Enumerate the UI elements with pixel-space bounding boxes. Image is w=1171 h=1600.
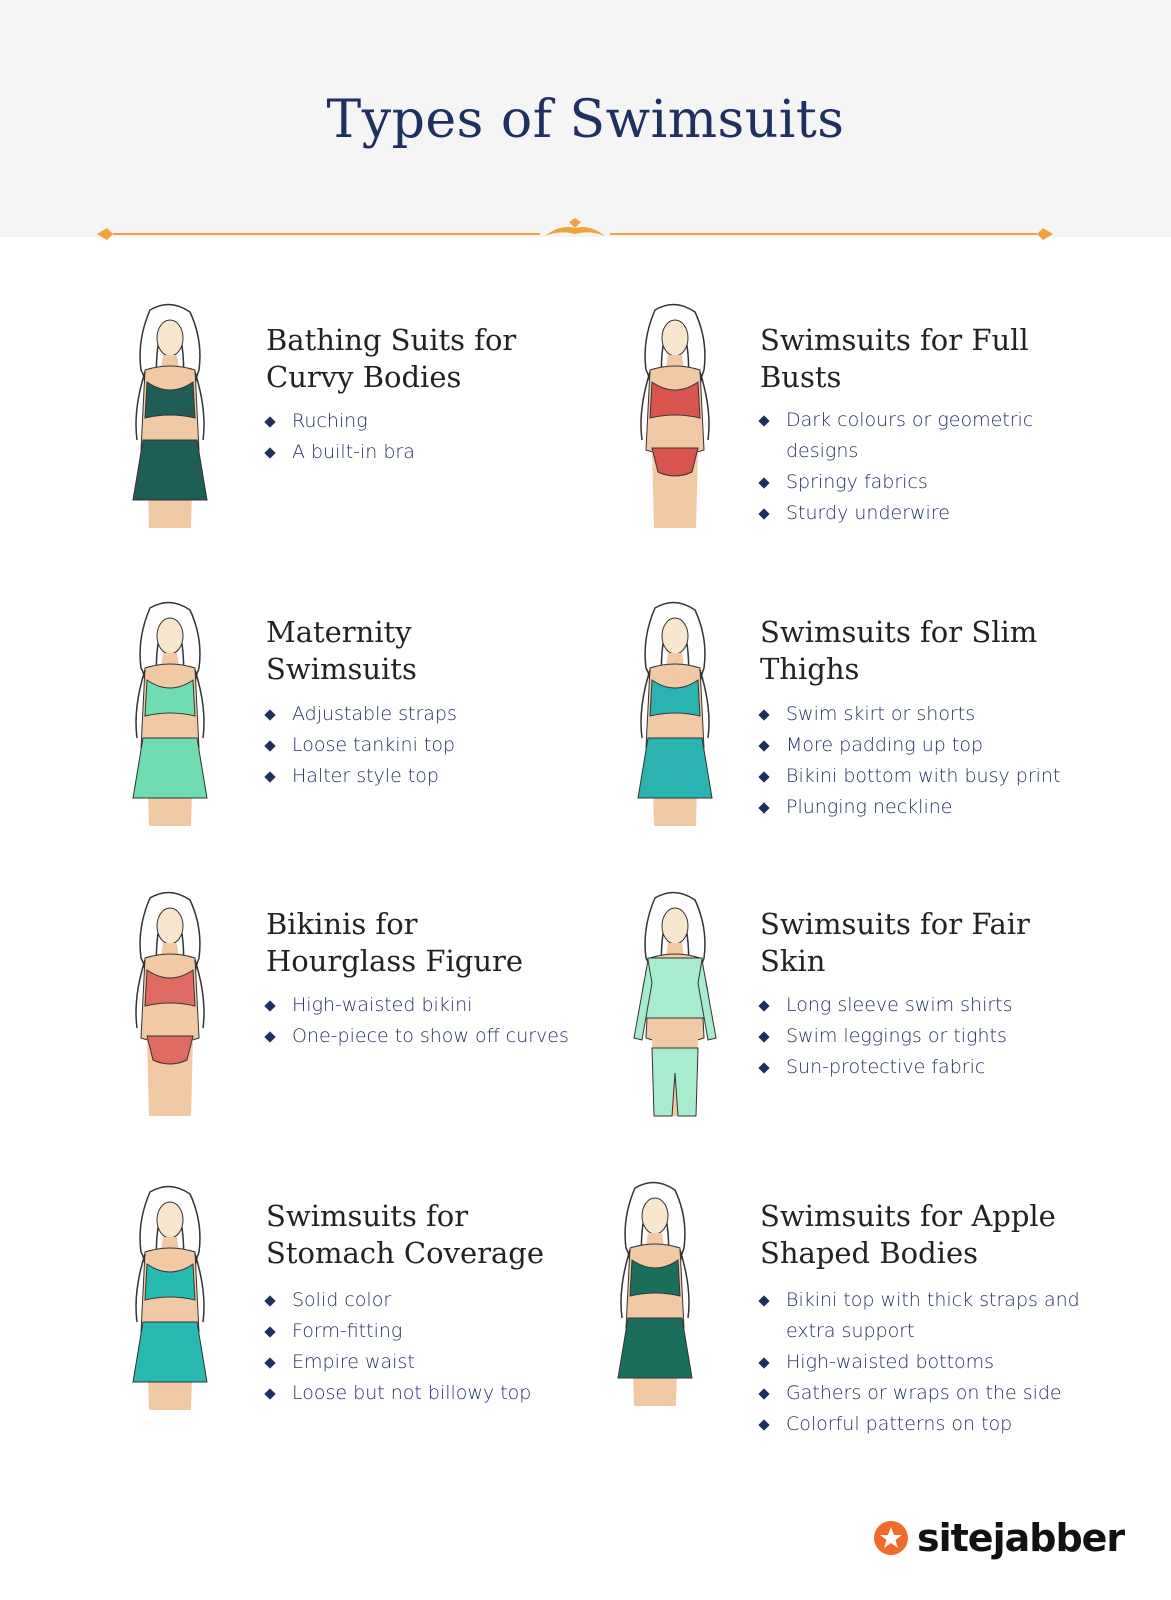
diamond-bullet-icon (264, 1388, 275, 1399)
logo-text: sitejabber (917, 1516, 1125, 1560)
woman-in-teal-bikini-with-skirt-icon (600, 598, 750, 833)
card-heading: Swimsuits for Stomach Coverage (266, 1199, 544, 1270)
diamond-bullet-icon (264, 1295, 275, 1306)
feature-text: Sun-protective fabric (786, 1056, 986, 1078)
diamond-bullet-icon (264, 709, 275, 720)
diamond-bullet-icon (758, 477, 769, 488)
diamond-bullet-icon (758, 771, 769, 782)
feature-text: Adjustable straps (292, 703, 457, 725)
card-heading: Bathing Suits for Curvy Bodies (266, 323, 517, 394)
diamond-bullet-icon (264, 447, 275, 458)
feature-item (266, 1347, 586, 1378)
feature-item (760, 467, 1080, 498)
feature-text: Empire waist (292, 1351, 415, 1373)
feature-item (266, 437, 586, 468)
card-heading: Swimsuits for Apple Shaped Bodies (760, 1199, 1056, 1270)
feature-text: High-waisted bikini (292, 994, 473, 1016)
feature-text: Swim leggings or tights (786, 1025, 1007, 1047)
feature-text: Solid color (292, 1289, 392, 1311)
feature-text: One-piece to show off curves (292, 1025, 569, 1047)
feature-text: Bikini bottom with busy print (786, 765, 1061, 787)
card-heading: Swimsuits for Slim Thighs (760, 615, 1038, 686)
feature-text: High-waisted bottoms (786, 1351, 995, 1373)
feature-item (266, 990, 586, 1021)
feature-text: Long sleeve swim shirts (786, 994, 1013, 1016)
diamond-bullet-icon (264, 1031, 275, 1042)
feature-item (266, 406, 586, 437)
ornamental-divider (95, 218, 1055, 248)
card-heading: Maternity Swimsuits (266, 615, 417, 686)
feature-text: Loose but not billowy top (292, 1382, 532, 1404)
feature-item (760, 1378, 1080, 1409)
diamond-bullet-icon (758, 1000, 769, 1011)
sitejabber-logo (873, 1516, 1124, 1560)
diamond-bullet-icon (758, 1031, 769, 1042)
card-heading: Bikinis for Hourglass Figure (266, 907, 524, 978)
feature-item (760, 1285, 1080, 1347)
feature-text: Ruching (292, 410, 368, 432)
feature-text: Halter style top (292, 765, 439, 787)
feature-list (760, 990, 1080, 1083)
feature-item (760, 792, 1080, 823)
pregnant-woman-in-mint-tankini-icon (95, 598, 245, 833)
diamond-bullet-icon (758, 802, 769, 813)
diamond-bullet-icon (758, 415, 769, 426)
diamond-bullet-icon (264, 1357, 275, 1368)
feature-text: A built-in bra (292, 441, 415, 463)
diamond-bullet-icon (758, 1419, 769, 1430)
feature-item (266, 1021, 586, 1052)
feature-text: Bikini top with thick straps and extra support (786, 1289, 1080, 1342)
feature-item (760, 1052, 1080, 1083)
feature-item (266, 699, 586, 730)
feature-item (266, 1316, 586, 1347)
woman-in-coral-off-shoulder-bikini-icon (95, 888, 245, 1123)
feature-item (760, 761, 1080, 792)
feature-text: Loose tankini top (292, 734, 456, 756)
feature-item (266, 1378, 586, 1409)
diamond-bullet-icon (758, 1388, 769, 1399)
feature-list (760, 1285, 1080, 1440)
diamond-bullet-icon (758, 709, 769, 720)
feature-text: Springy fabrics (786, 471, 928, 493)
diamond-bullet-icon (264, 1326, 275, 1337)
feature-item (760, 1347, 1080, 1378)
feature-list (266, 1285, 586, 1409)
feature-text: Gathers or wraps on the side (786, 1382, 1062, 1404)
woman-in-green-swimdress-icon (580, 1178, 730, 1413)
feature-item (760, 1021, 1080, 1052)
diamond-bullet-icon (758, 1295, 769, 1306)
feature-text: Form-fitting (292, 1320, 403, 1342)
feature-item (760, 730, 1080, 761)
feature-list (266, 990, 586, 1052)
diamond-bullet-icon (264, 740, 275, 751)
diamond-bullet-icon (264, 771, 275, 782)
diamond-bullet-icon (264, 416, 275, 427)
feature-item (760, 699, 1080, 730)
feature-item (760, 498, 1080, 529)
feature-list (760, 405, 1080, 529)
feature-item (266, 761, 586, 792)
woman-in-dark-green-tankini-icon (95, 300, 245, 535)
feature-text: Colorful patterns on top (786, 1413, 1013, 1435)
feature-list (266, 406, 586, 468)
feature-item (266, 730, 586, 761)
diamond-bullet-icon (758, 508, 769, 519)
feature-text: More padding up top (786, 734, 984, 756)
feature-text: Plunging neckline (786, 796, 953, 818)
diamond-bullet-icon (758, 1357, 769, 1368)
diamond-bullet-icon (758, 740, 769, 751)
woman-in-red-polka-dot-bikini-icon (600, 300, 750, 535)
feature-list (760, 699, 1080, 823)
feature-item (760, 990, 1080, 1021)
woman-in-teal-top-and-coral-sarong-icon (95, 1182, 245, 1417)
diamond-bullet-icon (264, 1000, 275, 1011)
feature-text: Sturdy underwire (786, 502, 950, 524)
card-heading: Swimsuits for Full Busts (760, 323, 1029, 394)
feature-text: Dark colours or geometric designs (786, 409, 1034, 462)
feature-item (760, 405, 1080, 467)
card-heading: Swimsuits for Fair Skin (760, 907, 1030, 978)
feature-text: Swim skirt or shorts (786, 703, 976, 725)
woman-in-long-sleeve-swim-shirt-icon (600, 888, 750, 1123)
diamond-bullet-icon (758, 1062, 769, 1073)
feature-item (266, 1285, 586, 1316)
star-badge-icon (873, 1520, 909, 1556)
feature-item (760, 1409, 1080, 1440)
feature-list (266, 699, 586, 792)
page-title: Types of Swimsuits (326, 90, 845, 150)
